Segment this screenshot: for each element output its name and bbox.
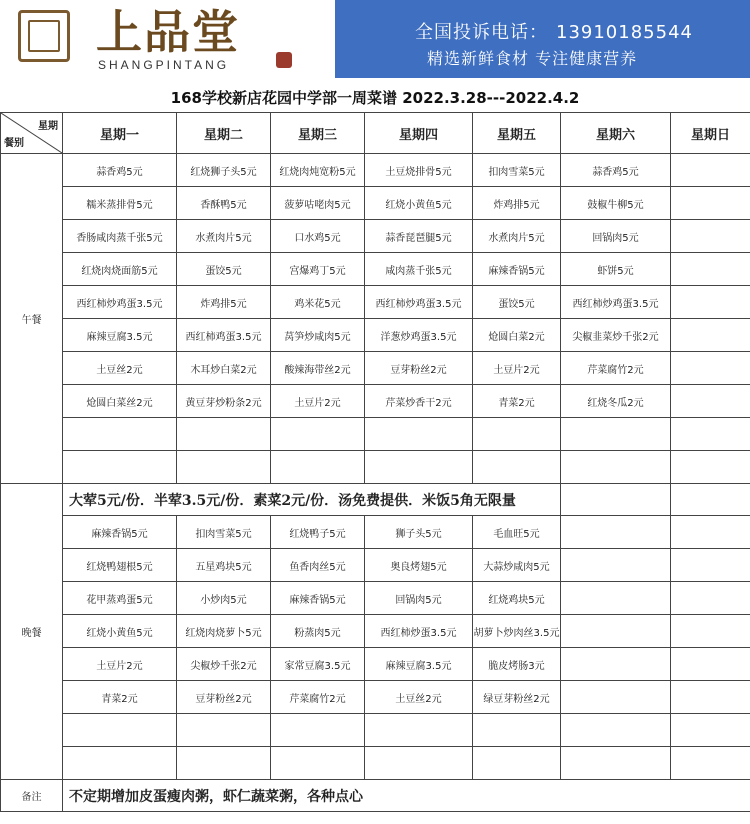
dish-cell: 脆皮烤肠3元 — [473, 648, 561, 681]
dish-cell — [271, 418, 365, 451]
dish-cell — [561, 418, 671, 451]
dish-cell: 木耳炒白菜2元 — [177, 352, 271, 385]
dish-cell — [365, 714, 473, 747]
dish-cell: 炝圆白菜丝2元 — [63, 385, 177, 418]
dish-cell — [671, 714, 750, 747]
dish-cell: 蒜香鸡5元 — [561, 154, 671, 187]
dish-cell: 家常豆腐3.5元 — [271, 648, 365, 681]
dish-cell: 豆芽粉丝2元 — [177, 681, 271, 714]
dish-cell — [177, 451, 271, 484]
dish-cell — [177, 714, 271, 747]
dish-cell — [473, 451, 561, 484]
dish-cell — [561, 615, 671, 648]
dish-cell: 西红柿炒鸡蛋3.5元 — [561, 286, 671, 319]
dish-cell — [561, 516, 671, 549]
dish-cell: 胡萝卜炒肉丝3.5元 — [473, 615, 561, 648]
dish-cell: 土豆片2元 — [63, 648, 177, 681]
dish-cell: 蒜香鸡5元 — [63, 154, 177, 187]
complaint-label: 全国投诉电话： — [415, 22, 548, 43]
dish-cell — [561, 582, 671, 615]
dish-cell — [63, 451, 177, 484]
dish-cell: 土豆烧排骨5元 — [365, 154, 473, 187]
day-header: 星期四 — [365, 113, 473, 154]
corner-cell — [1, 113, 63, 154]
dinner-row — [1, 648, 750, 681]
dish-cell: 菠萝咕咾肉5元 — [271, 187, 365, 220]
dish-cell: 西红柿炒鸡蛋3.5元 — [63, 286, 177, 319]
brand-name: 上品堂 — [96, 5, 240, 59]
dish-cell: 毛血旺5元 — [473, 516, 561, 549]
dish-cell — [365, 747, 473, 780]
brand-name-en: SHANGPINTANG — [98, 58, 230, 72]
dish-cell — [271, 714, 365, 747]
lunch-row — [1, 253, 750, 286]
lunch-row — [1, 220, 750, 253]
dish-cell: 土豆片2元 — [473, 352, 561, 385]
logo-seal-icon — [18, 10, 70, 62]
dish-cell: 香酥鸭5元 — [177, 187, 271, 220]
corner-top-label: 星期 — [38, 121, 58, 132]
dish-cell — [365, 418, 473, 451]
dish-cell: 五星鸡块5元 — [177, 549, 271, 582]
dish-cell — [671, 451, 750, 484]
dish-cell: 芹菜腐竹2元 — [271, 681, 365, 714]
dish-cell — [671, 286, 750, 319]
dish-cell: 红烧小黄鱼5元 — [63, 615, 177, 648]
dish-cell: 粉蒸肉5元 — [271, 615, 365, 648]
dish-cell: 小炒肉5元 — [177, 582, 271, 615]
day-header: 星期一 — [63, 113, 177, 154]
dish-cell — [671, 747, 750, 780]
dish-cell: 蛋饺5元 — [473, 286, 561, 319]
dish-cell — [561, 747, 671, 780]
dish-cell: 鱼香肉丝5元 — [271, 549, 365, 582]
dish-cell: 尖椒炒千张2元 — [177, 648, 271, 681]
empty-cell — [671, 484, 750, 516]
dish-cell: 奥良烤翅5元 — [365, 549, 473, 582]
lunch-row — [1, 154, 750, 187]
dish-cell: 扣肉雪菜5元 — [177, 516, 271, 549]
dish-cell: 青菜2元 — [63, 681, 177, 714]
dinner-row — [1, 681, 750, 714]
day-header: 星期日 — [671, 113, 750, 154]
remark-text: 不定期增加皮蛋瘦肉粥，虾仁蔬菜粥，各种点心 — [63, 780, 750, 812]
day-header: 星期五 — [473, 113, 561, 154]
dish-cell: 红烧肉炖宽粉5元 — [271, 154, 365, 187]
dish-cell: 西红柿炒蛋3.5元 — [365, 615, 473, 648]
dish-cell — [561, 681, 671, 714]
dish-cell: 水煮肉片5元 — [473, 220, 561, 253]
dish-cell: 大蒜炒咸肉5元 — [473, 549, 561, 582]
dish-cell — [271, 451, 365, 484]
dish-cell: 黄豆芽炒粉条2元 — [177, 385, 271, 418]
menu-table — [0, 112, 750, 812]
dish-cell: 花甲蒸鸡蛋5元 — [63, 582, 177, 615]
dish-cell — [671, 648, 750, 681]
day-header: 星期二 — [177, 113, 271, 154]
dish-cell: 糯米蒸排骨5元 — [63, 187, 177, 220]
dish-cell — [671, 319, 750, 352]
menu-title: 168学校新店花园中学部一周菜谱 2022.3.28---2022.4.2 — [170, 89, 580, 107]
dish-cell: 西红柿炒鸡蛋3.5元 — [365, 286, 473, 319]
dish-cell — [671, 615, 750, 648]
dish-cell: 豆芽粉丝2元 — [365, 352, 473, 385]
dinner-row — [1, 615, 750, 648]
dinner-row — [1, 582, 750, 615]
dish-cell — [671, 516, 750, 549]
remark-row — [1, 780, 750, 812]
dish-cell: 芹菜腐竹2元 — [561, 352, 671, 385]
dish-cell — [271, 747, 365, 780]
lunch-row — [1, 352, 750, 385]
lunch-row — [1, 187, 750, 220]
remark-label: 备注 — [1, 780, 63, 812]
dinner-row — [1, 516, 750, 549]
dish-cell: 土豆丝2元 — [365, 681, 473, 714]
lunch-row — [1, 451, 750, 484]
dish-cell: 扣肉雪菜5元 — [473, 154, 561, 187]
dinner-row — [1, 747, 750, 780]
dish-cell — [63, 714, 177, 747]
dish-cell: 回锅肉5元 — [561, 220, 671, 253]
empty-cell — [561, 484, 671, 516]
dish-cell: 麻辣豆腐3.5元 — [63, 319, 177, 352]
dish-cell — [63, 747, 177, 780]
header — [0, 0, 750, 78]
dish-cell — [473, 747, 561, 780]
dish-cell — [671, 352, 750, 385]
dish-cell: 红烧鸭翅根5元 — [63, 549, 177, 582]
dish-cell: 麻辣香锅5元 — [271, 582, 365, 615]
dinner-row — [1, 714, 750, 747]
dish-cell — [561, 451, 671, 484]
stamp-icon — [276, 52, 292, 68]
dish-cell — [561, 648, 671, 681]
dish-cell — [177, 418, 271, 451]
dish-cell: 酸辣海带丝2元 — [271, 352, 365, 385]
dish-cell — [561, 714, 671, 747]
dish-cell: 红烧狮子头5元 — [177, 154, 271, 187]
dish-cell — [473, 714, 561, 747]
dinner-row — [1, 549, 750, 582]
dish-cell: 青菜2元 — [473, 385, 561, 418]
dish-cell: 麻辣香锅5元 — [63, 516, 177, 549]
lunch-row — [1, 286, 750, 319]
dish-cell: 鸡米花5元 — [271, 286, 365, 319]
dish-cell: 咸肉蒸千张5元 — [365, 253, 473, 286]
dish-cell: 回锅肉5元 — [365, 582, 473, 615]
dish-cell: 莴笋炒咸肉5元 — [271, 319, 365, 352]
dish-cell: 麻辣香锅5元 — [473, 253, 561, 286]
lunch-row — [1, 418, 750, 451]
day-header-row — [1, 113, 750, 154]
complaint-phone: 13910185544 — [556, 22, 693, 43]
dish-cell: 香肠咸肉蒸千张5元 — [63, 220, 177, 253]
dish-cell: 洋葱炒鸡蛋3.5元 — [365, 319, 473, 352]
dish-cell: 绿豆芽粉丝2元 — [473, 681, 561, 714]
dish-cell — [671, 582, 750, 615]
dish-cell: 鼓椒牛柳5元 — [561, 187, 671, 220]
dish-cell: 口水鸡5元 — [271, 220, 365, 253]
dish-cell — [671, 418, 750, 451]
dish-cell: 蛋饺5元 — [177, 253, 271, 286]
lunch-row — [1, 319, 750, 352]
complaint-line — [415, 18, 693, 44]
dish-cell: 红烧鸭子5元 — [271, 516, 365, 549]
slogan: 精选新鲜食材 专注健康营养 — [427, 49, 638, 68]
dish-cell: 炝圆白菜2元 — [473, 319, 561, 352]
day-header: 星期六 — [561, 113, 671, 154]
dish-cell — [671, 681, 750, 714]
dish-cell: 红烧鸡块5元 — [473, 582, 561, 615]
dish-cell: 狮子头5元 — [365, 516, 473, 549]
dish-cell — [671, 154, 750, 187]
dish-cell: 炸鸡排5元 — [473, 187, 561, 220]
dish-cell: 西红柿鸡蛋3.5元 — [177, 319, 271, 352]
dish-cell: 尖椒韭菜炒千张2元 — [561, 319, 671, 352]
dish-cell: 土豆片2元 — [271, 385, 365, 418]
dish-cell — [671, 549, 750, 582]
dish-cell — [473, 418, 561, 451]
contact-banner — [335, 0, 750, 78]
dish-cell: 红烧肉烧面筋5元 — [63, 253, 177, 286]
dish-cell — [671, 187, 750, 220]
meal-label-dinner: 晚餐 — [1, 484, 63, 780]
dish-cell: 红烧冬瓜2元 — [561, 385, 671, 418]
meal-label-lunch: 午餐 — [1, 154, 63, 484]
dish-cell: 红烧小黄鱼5元 — [365, 187, 473, 220]
dish-cell: 红烧肉烧萝卜5元 — [177, 615, 271, 648]
dish-cell — [561, 549, 671, 582]
dish-cell: 蒜香琵琶腿5元 — [365, 220, 473, 253]
dish-cell: 虾饼5元 — [561, 253, 671, 286]
dish-cell: 宫爆鸡丁5元 — [271, 253, 365, 286]
dish-cell: 水煮肉片5元 — [177, 220, 271, 253]
dish-cell — [177, 747, 271, 780]
price-notice: 大荤5元/份．半荤3.5元/份．素菜2元/份．汤免费提供．米饭5角无限量 — [63, 484, 561, 516]
lunch-row — [1, 385, 750, 418]
dish-cell: 土豆丝2元 — [63, 352, 177, 385]
dish-cell — [671, 253, 750, 286]
dish-cell — [671, 220, 750, 253]
dish-cell — [671, 385, 750, 418]
logo-area — [0, 0, 335, 78]
dish-cell: 芹菜炒香干2元 — [365, 385, 473, 418]
corner-bottom-label: 餐别 — [4, 138, 24, 149]
dish-cell: 麻辣豆腐3.5元 — [365, 648, 473, 681]
dish-cell: 炸鸡排5元 — [177, 286, 271, 319]
dish-cell — [63, 418, 177, 451]
dinner-notice-row — [1, 484, 750, 516]
dish-cell — [365, 451, 473, 484]
day-header: 星期三 — [271, 113, 365, 154]
